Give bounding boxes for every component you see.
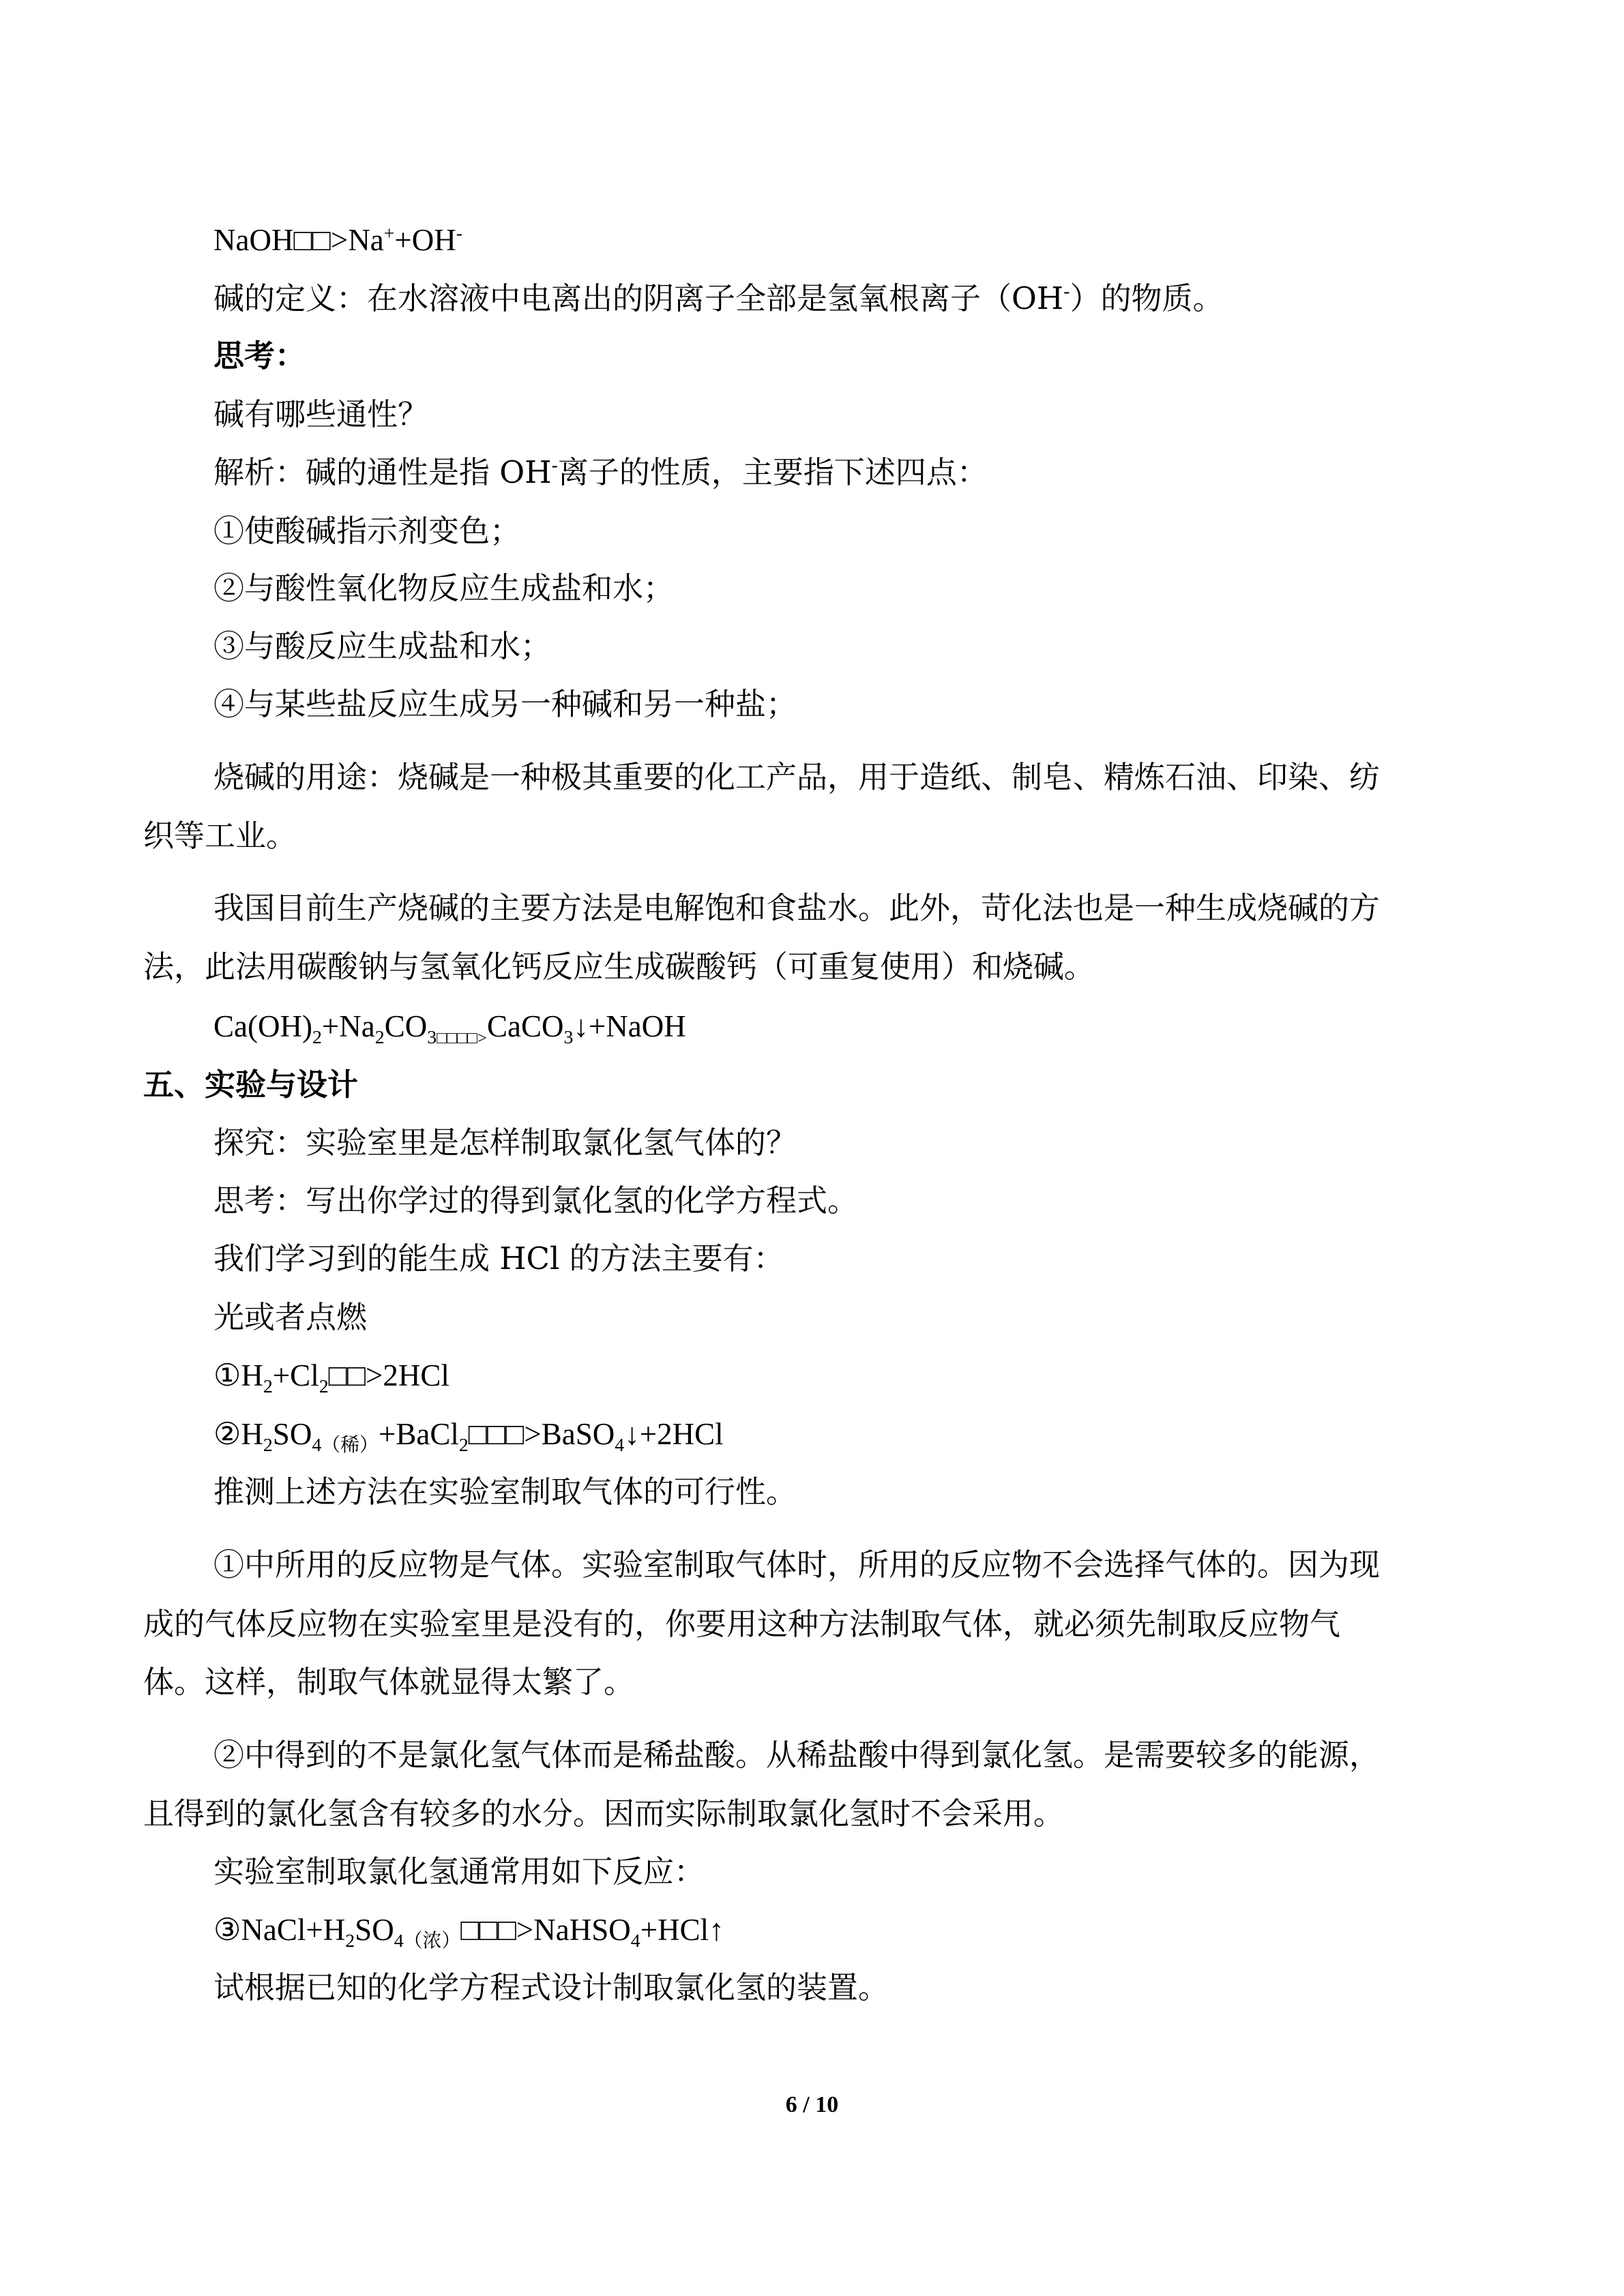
subscript: 2: [263, 1376, 273, 1397]
equation-text: +BaCl: [378, 1417, 459, 1451]
equation-text: ↓+2HCl: [624, 1417, 724, 1451]
equation-text: □□□>NaHSO: [460, 1913, 631, 1947]
equation-h2so4-bacl2: [213, 1414, 724, 1455]
equation-text: NaOH□□>Na: [213, 223, 384, 257]
analysis-line: [213, 452, 988, 493]
text: ）的物质。: [1069, 280, 1224, 316]
text: 解析：碱的通性是指 OH: [213, 454, 552, 490]
equation-text: CaCO: [486, 1009, 564, 1043]
subscript: 4: [615, 1435, 625, 1456]
subscript: 4（稀）: [312, 1435, 379, 1456]
equation-text: SO: [355, 1913, 394, 1947]
subscript: 4（浓）: [394, 1930, 461, 1952]
equation-text: □□□>BaSO: [468, 1417, 615, 1451]
page-number: 6 / 10: [785, 2092, 839, 2117]
feasibility-intro: 推测上述方法在实验室制取气体的可行性。: [213, 1474, 797, 1510]
design-task: 试根据已知的化学方程式设计制取氯化氢的装置。: [213, 1969, 889, 2006]
subscript: 2: [319, 1376, 329, 1397]
equation-text: ③NaCl+H: [213, 1913, 346, 1947]
subscript: 3: [427, 1027, 437, 1048]
equation-h2-cl2: [213, 1355, 449, 1396]
equation-text: ↓+NaOH: [573, 1009, 686, 1043]
superscript: -: [1063, 280, 1070, 303]
superscript: -: [551, 454, 558, 477]
subscript: 2: [312, 1027, 322, 1048]
equation-text: Ca(OH): [213, 1009, 312, 1043]
paragraph-caustic-soda-use-line1: 烧碱的用途：烧碱是一种极其重要的化工产品，用于造纸、制皂、精炼石油、印染、纺: [213, 759, 1381, 795]
equation-text: CO: [384, 1009, 428, 1043]
paragraph-method2-line1: ②中得到的不是氯化氢气体而是稀盐酸。从稀盐酸中得到氯化氢。是需要较多的能源，: [213, 1737, 1381, 1773]
paragraph-method1-line1: ①中所用的反应物是气体。实验室制取气体时，所用的反应物不会选择气体的。因为现: [213, 1547, 1381, 1583]
equation-nacl-h2so4: [213, 1909, 724, 1950]
equation-text: +Cl: [272, 1358, 319, 1392]
equation-text: +HCl↑: [640, 1913, 724, 1947]
subscript: 2: [374, 1027, 385, 1048]
equation-text: +OH: [394, 223, 456, 257]
equation-causticization: [213, 1006, 686, 1047]
question-base-properties: 碱有哪些通性？: [213, 396, 429, 432]
subscript: 2: [458, 1435, 469, 1456]
paragraph-method2-line2: 且得到的氯化氢含有较多的水分。因而实际制取氯化氢时不会采用。: [143, 1795, 1065, 1832]
text: 碱的定义：在水溶液中电离出的阴离子全部是氢氧根离子（OH: [213, 280, 1064, 316]
superscript: +: [383, 223, 395, 244]
property-item-3: ③与酸反应生成盐和水；: [213, 628, 552, 664]
paragraph-method1-line3: 体。这样，制取气体就显得太繁了。: [143, 1664, 635, 1700]
paragraph-method1-line2: 成的气体反应物在实验室里是没有的，你要用这种方法制取气体，就必须先制取反应物气: [143, 1606, 1341, 1642]
property-item-2: ②与酸性氧化物反应生成盐和水；: [213, 570, 675, 606]
section-heading-experiment-design: 五、实验与设计: [143, 1067, 359, 1103]
property-item-1: ①使酸碱指示剂变色；: [213, 513, 521, 549]
inquiry-line: 探究：实验室里是怎样制取氯化氢气体的？: [213, 1124, 797, 1161]
property-item-4: ④与某些盐反应生成另一种碱和另一种盐；: [213, 686, 797, 722]
superscript: -: [456, 223, 463, 244]
subscript: 4: [630, 1930, 640, 1952]
equation-text: ②H: [213, 1417, 263, 1451]
paragraph-production-line2: 法，此法用碳酸钠与氢氧化钙反应生成碳酸钙（可重复使用）和烧碱。: [143, 949, 1095, 985]
subscript: 2: [345, 1930, 355, 1952]
base-definition: [213, 278, 1224, 319]
methods-intro: 我们学习到的能生成 HCl 的方法主要有：: [213, 1240, 784, 1277]
text: 离子的性质，主要指下述四点：: [557, 454, 988, 490]
think-line: 思考：写出你学过的得到氯化氢的化学方程式。: [213, 1182, 859, 1219]
subscript: 3: [563, 1027, 574, 1048]
reaction-arrow: □□□□>: [437, 1029, 487, 1047]
equation-naoh-ionization: [213, 220, 462, 260]
equation-text: ①H: [213, 1358, 263, 1392]
equation-text: SO: [272, 1417, 312, 1451]
equation-text: □□>2HCl: [328, 1358, 449, 1392]
paragraph-caustic-soda-use-line2: 织等工业。: [143, 818, 297, 854]
think-heading: 思考：: [213, 338, 306, 374]
reaction-condition-label: 光或者点燃: [213, 1299, 368, 1335]
lab-method-intro: 实验室制取氯化氢通常用如下反应：: [213, 1853, 705, 1890]
equation-text: +Na: [321, 1009, 375, 1043]
subscript: 2: [263, 1435, 273, 1456]
paragraph-production-line1: 我国目前生产烧碱的主要方法是电解饱和食盐水。此外，苛化法也是一种生成烧碱的方: [213, 890, 1381, 926]
